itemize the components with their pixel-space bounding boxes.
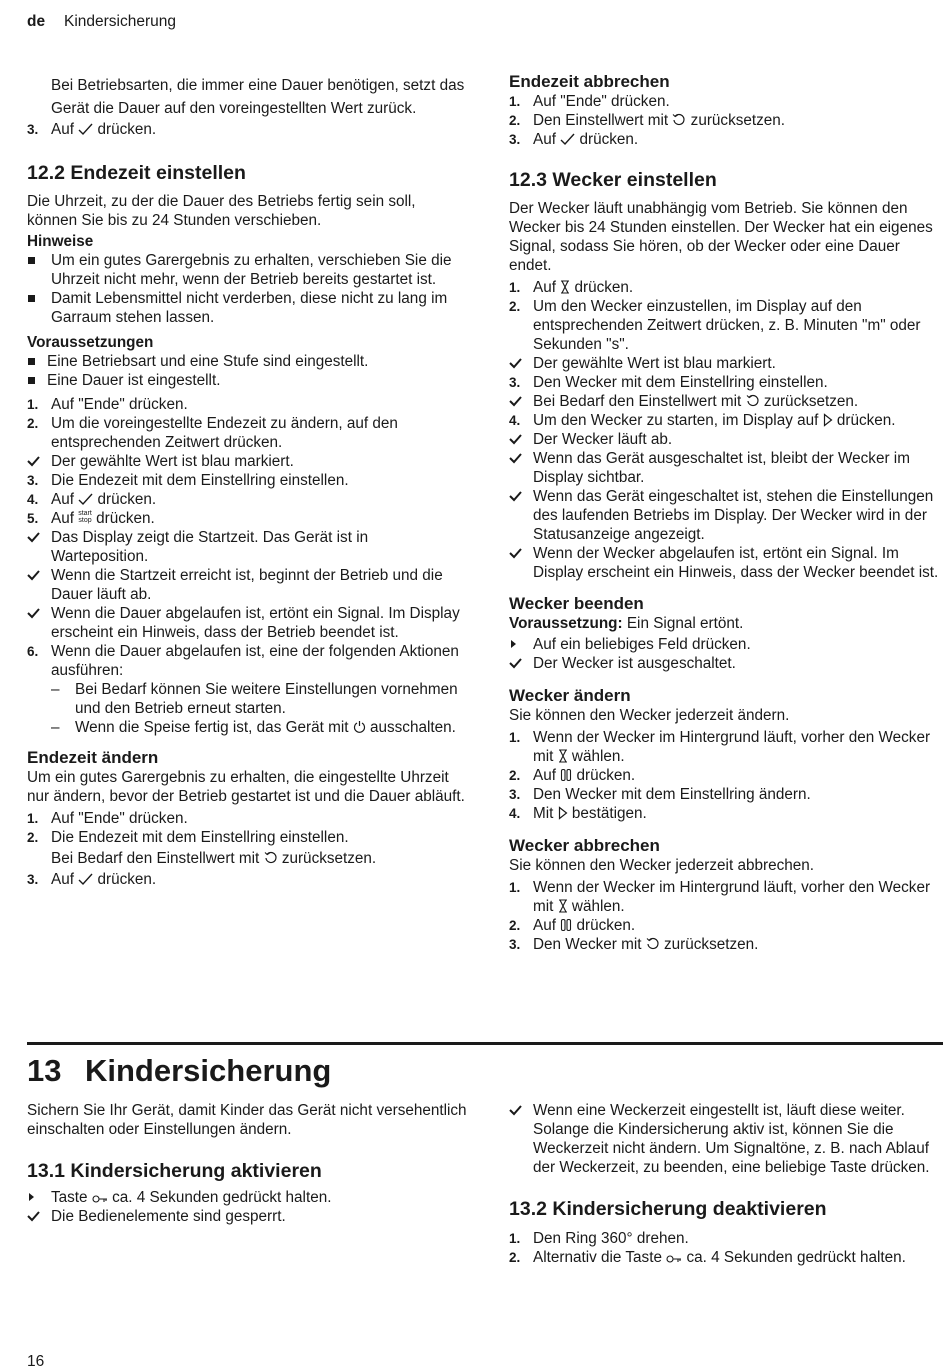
step-number: 3. [509,132,521,147]
sub-action-text: ausschalten. [369,719,456,736]
page-number: 16 [27,1353,45,1370]
right-column [509,71,941,954]
result-check-icon [27,566,40,587]
chapter-13-title [27,1052,331,1090]
result-check-icon [509,544,522,565]
step-text: ca. 4 Sekunden gedrückt halten. [686,1249,906,1266]
step-number: 1. [509,880,521,895]
intro-text: Bei Betriebsarten, die immer eine Dauer benötigen, setzt das Gerät die Dauer auf den voreingestellten Wert zurück. [51,77,465,117]
step-text: Auf [533,917,556,934]
hourglass-icon [560,280,570,294]
chapter-13-right [509,1101,941,1267]
step-text: Den Einstellwert mit [533,112,669,129]
result-item [509,487,941,544]
endezeit-abbrechen-title: Endezeit abbrechen [509,72,670,91]
result-check-icon [509,430,522,451]
step-text: Auf [51,121,74,138]
step-text: zurücksetzen. [281,850,377,867]
start-stop-icon [78,510,92,524]
step-3 [27,870,467,889]
step-text: Wenn der Wecker im Hintergrund läuft, vorher den Wecker mit [533,729,931,765]
step-3 [509,785,941,804]
result-text: Der Wecker läuft ab. [533,431,673,448]
wecker-abbrechen-title: Wecker abbrechen [509,836,660,855]
result-text: Wenn das Gerät eingeschaltet ist, stehen die Einstellungen des laufenden Betriebs im Display. Der Wecker wird in der Statusanzeige angezeigt. [533,488,934,543]
step-1 [509,878,941,916]
result-item [27,604,467,642]
step-text: Auf [51,871,74,888]
step-text: wählen. [571,748,625,765]
result-text: Wenn die Startzeit erreicht ist, beginnt der Betrieb und die Dauer läuft ab. [51,567,443,603]
hourglass-icon [558,899,568,913]
step-text: Wenn der Wecker im Hintergrund läuft, vorher den Wecker mit [533,879,931,915]
reset-icon [746,394,760,408]
step-text: drücken. [97,871,157,888]
result-text: zurücksetzen. [763,393,859,410]
result-text: Bei Bedarf den Einstellwert mit [533,393,742,410]
result-item [509,654,941,673]
step-1 [509,728,941,766]
step-1 [509,278,941,297]
step-text: drücken. [574,279,634,296]
step-number: 1. [509,730,521,745]
step-number: 1. [27,811,39,826]
voraussetzungen-title: Voraussetzungen [27,334,154,351]
step-text: bestätigen. [571,805,647,822]
step-text: drücken. [836,412,896,429]
play-icon [558,806,568,820]
check-icon [560,133,575,146]
pause-icon [560,768,572,782]
sub-action-item [27,718,467,737]
result-check-icon [509,354,522,375]
check-icon [78,873,93,886]
result-text: Der gewählte Wert ist blau markiert. [533,355,776,372]
step-number: 5. [27,511,39,526]
step-number: 1. [509,94,521,109]
step-number: 3. [509,787,521,802]
action-item [27,1188,467,1207]
step-2 [509,766,941,785]
step-text: Auf "Ende" drücken. [51,396,188,413]
intro-step-3 [27,120,467,139]
step-number: 3. [27,122,39,137]
wecker-beenden-voraussetzung [509,614,941,633]
step-text: Den Ring 360° drehen. [533,1230,689,1247]
endezeit-aendern-intro: Um ein gutes Garergebnis zu erhalten, die eingestellte Uhrzeit nur ändern, bevor der Betrieb gestartet ist und die Dauer abläuft. [27,769,465,805]
step-number: 2. [509,113,521,128]
step-text: Mit [533,805,554,822]
sub-action-item [27,680,467,718]
step-number: 2. [27,830,39,845]
play-icon [823,413,833,427]
hinweis-text: Damit Lebensmittel nicht verderben, diese nicht zu lang im Garraum stehen lassen. [51,290,448,326]
hinweis-item [27,251,467,289]
dash-icon: – [51,681,60,698]
step-text: drücken. [579,131,639,148]
wecker-aendern-title: Wecker ändern [509,686,631,705]
step-text: Auf [533,279,556,296]
sub-action-text: Wenn die Speise fertig ist, das Gerät mit [75,719,349,736]
step-text: drücken. [576,917,636,934]
step-text: Auf "Ende" drücken. [51,810,188,827]
step-text: Den Wecker mit dem Einstellring ändern. [533,786,811,803]
step-3 [27,471,467,490]
check-icon [78,123,93,136]
step-text: Auf [533,767,556,784]
reset-icon [646,937,660,951]
step-text: Die Endezeit mit dem Einstellring einstellen. [51,472,349,489]
voraussetzung-text: Ein Signal ertönt. [626,615,744,632]
section-13-2-title: 13.2 Kindersicherung deaktivieren [509,1198,827,1220]
step-text: zurücksetzen. [690,112,786,129]
key-lock-icon [666,1254,682,1264]
result-check-icon [27,1207,40,1228]
section-12-3-title: 12.3 Wecker einstellen [509,169,717,191]
sub-action-text: Bei Bedarf können Sie weitere Einstellungen vornehmen und den Betrieb erneut starten. [75,681,458,717]
power-icon [353,720,366,734]
step-number: 6. [27,644,39,659]
step-1 [27,809,467,828]
result-text: Der Wecker ist ausgeschaltet. [533,655,736,672]
voraussetzung-text: Eine Betriebsart und eine Stufe sind eingestellt. [47,353,369,370]
left-column [27,74,467,889]
start-label: start [78,510,92,517]
step-text: Auf "Ende" drücken. [533,93,670,110]
result-text: Die Bedienelemente sind gesperrt. [51,1208,286,1225]
result-text: Das Display zeigt die Startzeit. Das Gerät ist in Warteposition. [51,529,369,565]
hinweise-title: Hinweise [27,233,94,250]
result-text: Wenn das Gerät ausgeschaltet ist, bleibt der Wecker im Display sichtbar. [533,450,910,486]
chapter-13-left [27,1101,467,1226]
result-item [27,452,467,471]
result-item [509,354,941,373]
action-item [509,635,941,654]
step-2 [509,297,941,354]
step-text: Alternativ die Taste [533,1249,662,1266]
step-1 [509,1229,941,1248]
result-check-icon [509,449,522,470]
result-check-icon [27,604,40,625]
result-check-icon [27,528,40,549]
step-2 [509,111,941,130]
step-text: wählen. [571,898,625,915]
result-item [509,392,941,411]
stop-label: stop [78,517,92,524]
step-text: Um den Wecker zu starten, im Display auf [533,412,819,429]
step-3 [509,130,941,149]
step-2 [509,916,941,935]
voraussetzung-item [27,371,467,390]
result-check-icon [509,487,522,508]
pause-icon [560,918,572,932]
step-number: 2. [509,768,521,783]
step-number: 3. [27,473,39,488]
step-text: zurücksetzen. [664,936,759,953]
endezeit-aendern-title: Endezeit ändern [27,748,159,767]
hinweis-text: Um ein gutes Garergebnis zu erhalten, verschieben Sie die Uhrzeit nicht mehr, wenn der Betrieb bereits gestartet ist. [51,252,452,288]
step-text: Um die voreingestellte Endezeit zu ändern, auf den entsprechenden Zeitwert drücken. [51,415,398,451]
section-13-1-title: 13.1 Kindersicherung aktivieren [27,1160,322,1182]
bullet-icon [28,358,35,365]
action-text: Taste [51,1189,88,1206]
step-number: 3. [27,872,39,887]
key-lock-icon [92,1194,108,1204]
step-text: Auf [51,491,74,508]
step-text: drücken. [96,510,155,527]
step-1 [27,395,467,414]
result-item [509,1101,941,1177]
bullet-icon [28,295,35,302]
result-item [27,528,467,566]
check-icon [78,493,93,506]
language-code: de [27,13,46,30]
running-header-title: Kindersicherung [64,13,177,30]
result-item [27,566,467,604]
voraussetzung-item [27,352,467,371]
step-number: 1. [509,280,521,295]
step-number: 1. [509,1231,521,1246]
dash-icon: – [51,719,60,736]
step-2 [27,828,467,847]
result-text: Der gewählte Wert ist blau markiert. [51,453,294,470]
bullet-icon [28,377,35,384]
reset-icon [264,851,278,865]
chapter-number: 13 [27,1053,62,1088]
result-text: Wenn eine Weckerzeit eingestellt ist, läuft diese weiter. Solange die Kindersicherung aktiv ist, können Sie die Weckerzeit nicht ändern. Um Signaltöne, z. B. nach Ablauf der Weckerzeit, zu beenden, eine beliebige Taste drücken. [533,1102,930,1176]
section-12-2-title: 12.2 Endezeit einstellen [27,162,246,184]
step-number: 3. [509,937,521,952]
bullet-icon [28,257,35,264]
step-3 [509,373,941,392]
result-item [509,544,941,582]
wecker-abbrechen-intro: Sie können den Wecker jederzeit abbrechen. [509,857,814,874]
step-text: Auf [51,510,74,527]
step-4 [509,411,941,430]
result-check-icon [509,1101,522,1122]
action-text: ca. 4 Sekunden gedrückt halten. [112,1189,332,1206]
voraussetzung-text: Eine Dauer ist eingestellt. [47,372,221,389]
step-text: Den Wecker mit [533,936,642,953]
step-text: Den Wecker mit dem Einstellring einstellen. [533,374,828,391]
step-text: Die Endezeit mit dem Einstellring einstellen. [51,829,349,846]
step-number: 2. [509,299,521,314]
step-number: 2. [509,918,521,933]
step-number: 1. [27,397,39,412]
step-4 [27,490,467,509]
result-item [27,1207,467,1226]
step-text: Wenn die Dauer abgelaufen ist, eine der folgenden Aktionen ausführen: [51,643,459,679]
step-number: 2. [27,416,39,431]
result-text: Wenn der Wecker abgelaufen ist, ertönt ein Signal. Im Display erscheint ein Hinweis, dass der Wecker beendet ist. [533,545,939,581]
step-number: 4. [509,806,521,821]
step-1 [509,92,941,111]
section-12-3-intro: Der Wecker läuft unabhängig vom Betrieb. Sie können den Wecker bis 24 Stunden einstellen. Der Wecker hat ein eigenes Signal, sodass Sie hören, ob der Wecker oder eine Dauer endet. [509,200,933,274]
step-text: drücken. [97,121,157,138]
hinweis-item [27,289,467,327]
result-text: Wenn die Dauer abgelaufen ist, ertönt ein Signal. Im Display erscheint ein Hinweis, dass der Betrieb beendet ist. [51,605,460,641]
chapter-13-intro: Sichern Sie Ihr Gerät, damit Kinder das Gerät nicht versehentlich einschalten oder Einstellungen ändern. [27,1102,467,1138]
result-item [509,430,941,449]
step-2 [27,414,467,452]
step-number: 4. [27,492,39,507]
step-text: Auf [533,131,556,148]
step-5 [27,509,467,528]
step-text: Um den Wecker einzustellen, im Display auf den entsprechenden Zeitwert drücken, z. B. Minuten "m" oder Sekunden "s". [533,298,921,353]
step-2-note [27,849,467,868]
reset-icon [672,113,686,127]
step-4 [509,804,941,823]
step-number: 3. [509,375,521,390]
step-6 [27,642,467,680]
wecker-aendern-intro: Sie können den Wecker jederzeit ändern. [509,707,790,724]
arrow-icon [27,1188,37,1209]
step-2 [509,1248,941,1267]
section-12-2-intro: Die Uhrzeit, zu der die Dauer des Betriebs fertig sein soll, können Sie bis zu 24 Stunden verschieben. [27,193,416,229]
result-check-icon [509,392,522,413]
result-item [509,449,941,487]
step-3 [509,935,941,954]
voraussetzung-label: Voraussetzung: [509,615,623,632]
action-text: Auf ein beliebiges Feld drücken. [533,636,751,653]
result-check-icon [27,452,40,473]
arrow-icon [509,635,519,656]
step-text: drücken. [576,767,636,784]
step-text: drücken. [97,491,157,508]
wecker-beenden-title: Wecker beenden [509,594,644,613]
chapter-title-text: Kindersicherung [85,1053,332,1088]
hourglass-icon [558,749,568,763]
step-number: 4. [509,413,521,428]
step-number: 2. [509,1250,521,1265]
chapter-divider [27,1042,943,1045]
step-text: Bei Bedarf den Einstellwert mit [51,850,260,867]
result-check-icon [509,654,522,675]
